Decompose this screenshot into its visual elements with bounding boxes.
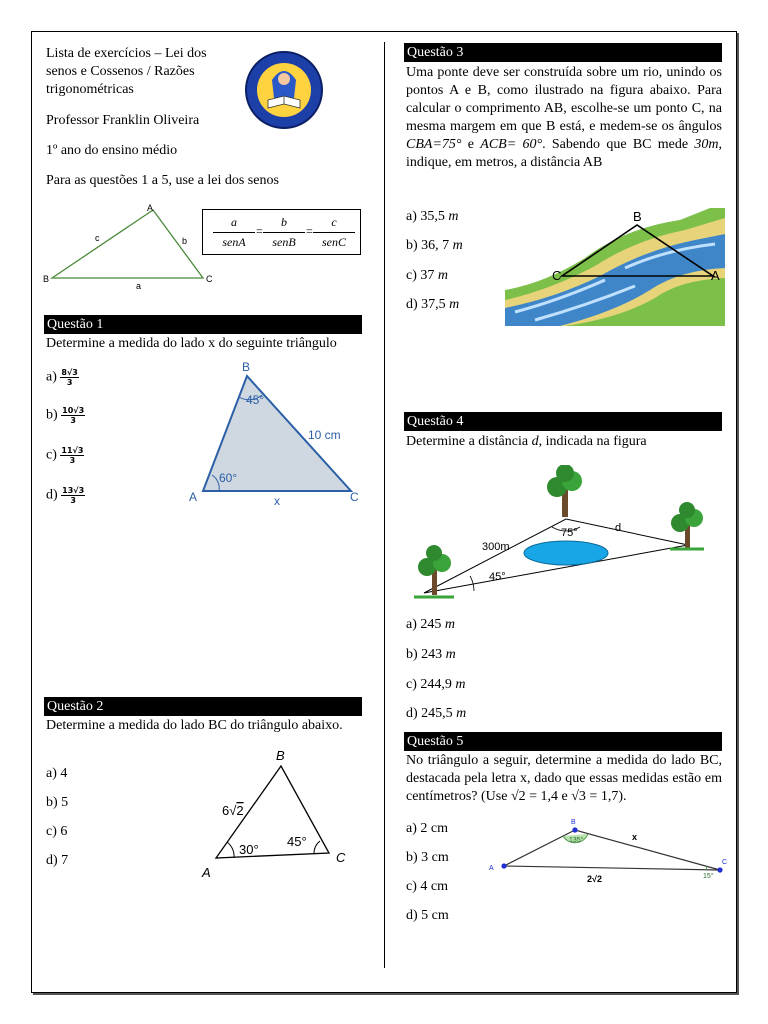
q1-vertex-A: A xyxy=(189,490,198,504)
formula-num-2: b xyxy=(281,215,287,229)
q4-angle-top: 75° xyxy=(561,527,578,539)
q2-vertex-A: A xyxy=(202,865,211,880)
q2-angle-C: 45° xyxy=(287,834,307,849)
title-line-1: Lista de exercícios – Lei dos xyxy=(46,46,207,61)
q3-option-c[interactable]: c) 37 m xyxy=(406,268,449,283)
teacher-name: Professor Franklin Oliveira xyxy=(46,113,200,128)
side-a: a xyxy=(136,281,142,291)
formula-den-2: senB xyxy=(272,235,296,249)
question-1-figure xyxy=(185,360,365,510)
vertex-A: A xyxy=(147,203,154,213)
q5-vertex-A: A xyxy=(489,865,494,872)
vertex-B: B xyxy=(43,274,50,284)
question-3-figure xyxy=(505,208,725,326)
q2-option-b[interactable]: b) 5 xyxy=(46,795,69,810)
formula-den-3: senC xyxy=(322,235,346,249)
q4-option-b[interactable]: b) 243 m xyxy=(406,647,456,662)
q5-angle-C: 15° xyxy=(703,873,714,880)
vertex-C: C xyxy=(206,274,213,284)
grade-level: 1º ano do ensino médio xyxy=(46,143,178,158)
q4-angle-left: 45° xyxy=(489,571,506,583)
question-4-figure xyxy=(412,465,722,605)
q5-option-a[interactable]: a) 2 cm xyxy=(406,821,448,836)
q3-option-d[interactable]: d) 37,5 m xyxy=(406,297,460,312)
q2-option-d[interactable]: d) 7 xyxy=(46,853,69,868)
q2-angle-A: 30° xyxy=(239,842,259,857)
reference-triangle xyxy=(40,200,220,295)
q3-vertex-C: C xyxy=(552,268,562,283)
q1-side-BC: 10 cm xyxy=(308,428,341,442)
side-b: b xyxy=(182,236,188,246)
q3-vertex-A: A xyxy=(711,268,720,283)
q5-side-x: x xyxy=(632,832,638,842)
question-1-header: Questão 1 xyxy=(44,315,362,334)
q5-vertex-B: B xyxy=(571,819,576,826)
school-logo xyxy=(244,50,324,130)
formula-den-1: senA xyxy=(222,235,246,249)
question-3-header: Questão 3 xyxy=(404,43,722,62)
q5-option-c[interactable]: c) 4 cm xyxy=(406,879,448,894)
q4-option-d[interactable]: d) 245,5 m xyxy=(406,706,467,721)
q1-option-c[interactable]: c) $\frac{11√3}{3}$ xyxy=(46,446,84,465)
question-2-figure xyxy=(195,745,360,885)
title-line-3: trigonométricas xyxy=(46,82,134,97)
instruction: Para as questões 1 a 5, use a lei dos senos xyxy=(46,173,279,188)
q3-option-a[interactable]: a) 35,5 m xyxy=(406,209,459,224)
question-2-text: Determine a medida do lado BC do triângulo abaixo. xyxy=(46,718,343,733)
law-of-sines-formula: a senA = b senB = c senC xyxy=(202,209,361,255)
q2-option-a[interactable]: a) 4 xyxy=(46,766,68,781)
column-divider xyxy=(384,42,385,968)
q5-option-d[interactable]: d) 5 cm xyxy=(406,908,449,923)
title-line-2: senos e Cossenos / Razões xyxy=(46,64,195,79)
question-5-header: Questão 5 xyxy=(404,732,722,751)
q4-option-a[interactable]: a) 245 m xyxy=(406,617,456,632)
q1-option-a[interactable]: a) $\frac{8√3}{3}$ xyxy=(46,368,78,387)
q5-vertex-C: C xyxy=(722,859,728,866)
q4-side-d: d xyxy=(615,522,622,534)
q5-option-b[interactable]: b) 3 cm xyxy=(406,850,449,865)
q1-angle-A: 60° xyxy=(219,471,238,485)
q1-option-d[interactable]: d) $\frac{13√3}{3}$ xyxy=(46,486,85,505)
q2-option-c[interactable]: c) 6 xyxy=(46,824,68,839)
question-1-text: Determine a medida do lado x do seguinte triângulo xyxy=(46,336,337,351)
q1-option-b[interactable]: b) $\frac{10√3}{3}$ xyxy=(46,406,85,425)
formula-num-3: c xyxy=(331,215,337,229)
q2-vertex-B: B xyxy=(276,748,285,763)
question-5-figure xyxy=(484,812,734,890)
q4-option-c[interactable]: c) 244,9 m xyxy=(406,677,466,692)
q1-angle-B: 45° xyxy=(246,393,265,407)
q5-angle-B: 135° xyxy=(569,837,584,844)
q2-side-AB: 6√2 xyxy=(222,803,244,818)
question-5-text: No triângulo a seguir, determine a medida do lado BC, destacada pela letra x, dado que essas medidas estão em centímetros? (Use √2 = 1,4 e √3 = 1,7). xyxy=(406,753,722,804)
formula-num-1: a xyxy=(231,215,237,229)
q1-vertex-C: C xyxy=(350,490,359,504)
tree-left-icon xyxy=(414,545,454,597)
q4-side-300m: 300m xyxy=(482,541,510,553)
q3-vertex-B: B xyxy=(633,209,642,224)
question-3-text: Uma ponte deve ser construída sobre um rio, unindo os pontos A e B, como ilustrado na figura abaixo. Para calcular o comprimento AB, escolhe-se um ponto C, na mesma margem em que B está, e medem-se os ângulos CBA=75° e ACB= 60°. Sabendo que BC mede 30m, indique, em metros, a distância AB xyxy=(406,65,723,170)
question-4-header: Questão 4 xyxy=(404,412,722,431)
question-4-text: Determine a distância d, indicada na figura xyxy=(406,434,647,449)
side-c: c xyxy=(95,233,100,243)
q1-vertex-B: B xyxy=(242,360,251,374)
q1-side-x: x xyxy=(274,494,280,508)
q2-vertex-C: C xyxy=(336,850,346,865)
q3-option-b[interactable]: b) 36, 7 m xyxy=(406,238,463,253)
question-2-header: Questão 2 xyxy=(44,697,362,716)
tree-top-icon xyxy=(547,465,582,517)
q5-side-AC: 2√2 xyxy=(587,874,602,884)
